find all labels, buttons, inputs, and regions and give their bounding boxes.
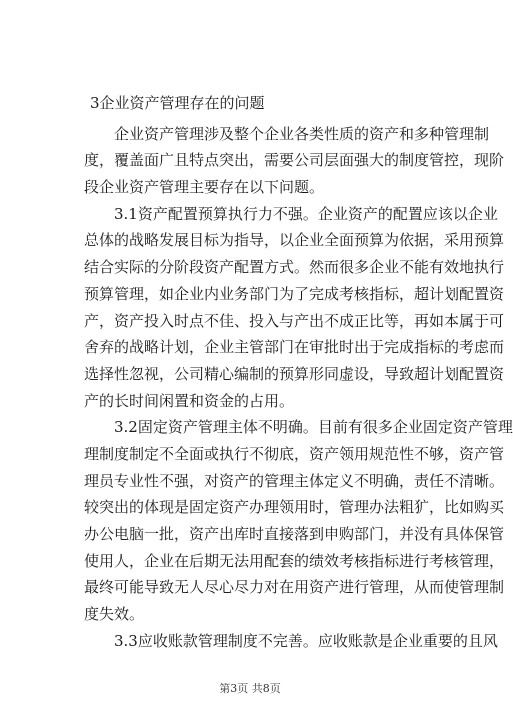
- paragraph-3-1: [84, 201, 505, 415]
- text-line: 舍弃的战略计划，企业主管部门在审批时出于完成指标的考虑而: [84, 338, 505, 357]
- text-line: 3.2固定资产管理主体不明确。目前有很多企业固定资产管理: [114, 418, 513, 437]
- text-line: 结合实际的分阶段资产配置方式。然而很多企业不能有效地执行: [84, 258, 505, 277]
- text-line: 较突出的体现是固定资产办理领用时，管理办法粗犷，比如购买: [84, 498, 505, 517]
- text-line: 3.3应收账款管理制度不完善。应收账款是企业重要的且风: [114, 631, 498, 650]
- page-number-footer: 第3页 共8页: [219, 682, 281, 695]
- text-line: 理员专业性不强，对资产的管理主体定义不明确，责任不清晰。: [84, 471, 505, 490]
- text-line: 度失效。: [84, 605, 145, 624]
- paragraph-3-2: [84, 414, 513, 628]
- text-line: 办公电脑一批，资产出库时直接落到申购部门，并没有具体保管: [84, 525, 505, 543]
- text-line: 理制度制定不全面或执行不彻底，资产领用规范性不够，资产管: [84, 444, 505, 463]
- paragraph-intro: [84, 121, 505, 201]
- text-line: 预算管理，如企业内业务部门为了完成考核指标，超计划配置资: [84, 284, 505, 303]
- text-line: 企业资产管理涉及整个企业各类性质的资产和多种管理制: [114, 124, 490, 143]
- text-line: 产，资产投入时点不佳、投入与产出不成正比等，再如本属于可: [84, 311, 505, 330]
- text-line: 段企业资产管理主要存在以下问题。: [84, 178, 325, 197]
- text-line: 3.1资产配置预算执行力不强。企业资产的配置应该以企业: [114, 204, 498, 223]
- section-heading: 3企业资产管理存在的问题: [90, 94, 265, 112]
- text-line: 总体的战略发展目标为指导，以企业全面预算为依据，采用预算: [84, 231, 505, 250]
- text-line: 产的长时间闲置和资金的占用。: [84, 391, 295, 410]
- text-line: 使用人，企业在后期无法用配套的绩效考核指标进行考核管理，: [84, 551, 505, 570]
- document-body: [84, 90, 513, 654]
- paragraph-3-3: [84, 628, 498, 655]
- text-line: 最终可能导致无人尽心尽力对在用资产进行管理，从而使管理制: [84, 578, 505, 597]
- text-line: 度，覆盖面广且特点突出，需要公司层面强大的制度管控，现阶: [84, 151, 505, 170]
- text-line: 选择性忽视，公司精心编制的预算形同虚设，导致超计划配置资: [84, 364, 505, 383]
